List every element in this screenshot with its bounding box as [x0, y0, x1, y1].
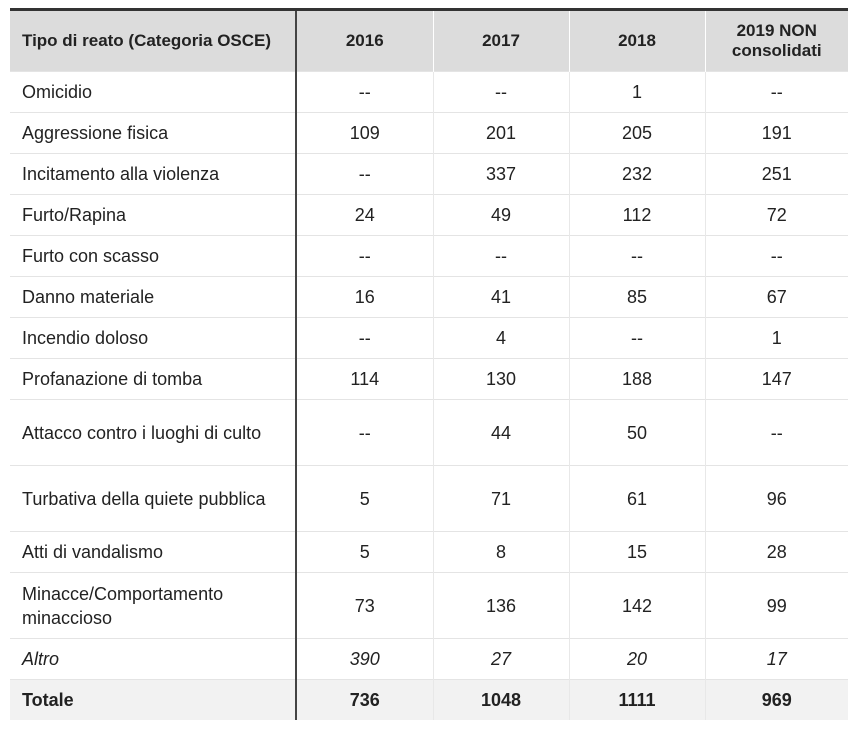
cell-2017: -- [433, 72, 569, 113]
table-row [10, 72, 848, 113]
row-label: Aggressione fisica [10, 113, 296, 154]
cell-2019: 1 [705, 318, 848, 359]
cell-2018: 188 [569, 359, 705, 400]
row-label: Minacce/Comportamento minaccioso [10, 573, 296, 639]
cell-2019: 17 [705, 639, 848, 680]
cell-2019: 251 [705, 154, 848, 195]
cell-2016: -- [296, 318, 433, 359]
cell-2019: 99 [705, 573, 848, 639]
table-row [10, 236, 848, 277]
cell-2018: 61 [569, 466, 705, 532]
crime-table-container [10, 8, 848, 720]
total-label: Totale [10, 680, 296, 721]
cell-2017: 41 [433, 277, 569, 318]
row-label: Incendio doloso [10, 318, 296, 359]
table-row [10, 466, 848, 532]
cell-2017: 27 [433, 639, 569, 680]
table-row [10, 195, 848, 236]
table-row [10, 400, 848, 466]
table-row [10, 573, 848, 639]
cell-2019: 147 [705, 359, 848, 400]
total-row [10, 680, 848, 721]
cell-2016: -- [296, 72, 433, 113]
header-2019: 2019 NON consolidati [705, 10, 848, 72]
total-2016: 736 [296, 680, 433, 721]
cell-2018: 232 [569, 154, 705, 195]
table-row [10, 277, 848, 318]
cell-2017: 44 [433, 400, 569, 466]
cell-2017: 201 [433, 113, 569, 154]
table-row [10, 318, 848, 359]
cell-2016: 16 [296, 277, 433, 318]
total-2019: 969 [705, 680, 848, 721]
row-label: Profanazione di tomba [10, 359, 296, 400]
row-label: Altro [10, 639, 296, 680]
cell-2017: 130 [433, 359, 569, 400]
cell-2019: 72 [705, 195, 848, 236]
total-2017: 1048 [433, 680, 569, 721]
row-label: Furto con scasso [10, 236, 296, 277]
cell-2016: 390 [296, 639, 433, 680]
cell-2018: -- [569, 236, 705, 277]
cell-2016: -- [296, 236, 433, 277]
table-row [10, 154, 848, 195]
cell-2016: 109 [296, 113, 433, 154]
cell-2018: 112 [569, 195, 705, 236]
row-label: Omicidio [10, 72, 296, 113]
header-2016: 2016 [296, 10, 433, 72]
cell-2019: -- [705, 72, 848, 113]
crime-table [10, 8, 848, 720]
row-label: Atti di vandalismo [10, 532, 296, 573]
cell-2016: -- [296, 154, 433, 195]
cell-2018: 1 [569, 72, 705, 113]
cell-2017: 136 [433, 573, 569, 639]
cell-2016: 114 [296, 359, 433, 400]
cell-2016: 73 [296, 573, 433, 639]
cell-2019: 96 [705, 466, 848, 532]
cell-2019: -- [705, 236, 848, 277]
cell-2016: 5 [296, 532, 433, 573]
cell-2017: 337 [433, 154, 569, 195]
cell-2017: -- [433, 236, 569, 277]
table-row [10, 532, 848, 573]
row-label: Turbativa della quiete pubblica [10, 466, 296, 532]
cell-2016: -- [296, 400, 433, 466]
cell-2018: -- [569, 318, 705, 359]
header-2018: 2018 [569, 10, 705, 72]
table-row [10, 359, 848, 400]
cell-2018: 85 [569, 277, 705, 318]
cell-2017: 4 [433, 318, 569, 359]
header-2017: 2017 [433, 10, 569, 72]
row-label: Attacco contro i luoghi di culto [10, 400, 296, 466]
cell-2019: 191 [705, 113, 848, 154]
cell-2016: 24 [296, 195, 433, 236]
cell-2018: 20 [569, 639, 705, 680]
row-label: Incitamento alla violenza [10, 154, 296, 195]
cell-2018: 142 [569, 573, 705, 639]
table-row [10, 113, 848, 154]
table-row [10, 639, 848, 680]
table-header-row [10, 10, 848, 72]
header-category: Tipo di reato (Categoria OSCE) [10, 10, 296, 72]
cell-2017: 71 [433, 466, 569, 532]
cell-2017: 8 [433, 532, 569, 573]
cell-2018: 205 [569, 113, 705, 154]
total-2018: 1111 [569, 680, 705, 721]
cell-2019: 67 [705, 277, 848, 318]
cell-2019: 28 [705, 532, 848, 573]
cell-2018: 15 [569, 532, 705, 573]
row-label: Danno materiale [10, 277, 296, 318]
cell-2017: 49 [433, 195, 569, 236]
cell-2018: 50 [569, 400, 705, 466]
cell-2019: -- [705, 400, 848, 466]
cell-2016: 5 [296, 466, 433, 532]
row-label: Furto/Rapina [10, 195, 296, 236]
